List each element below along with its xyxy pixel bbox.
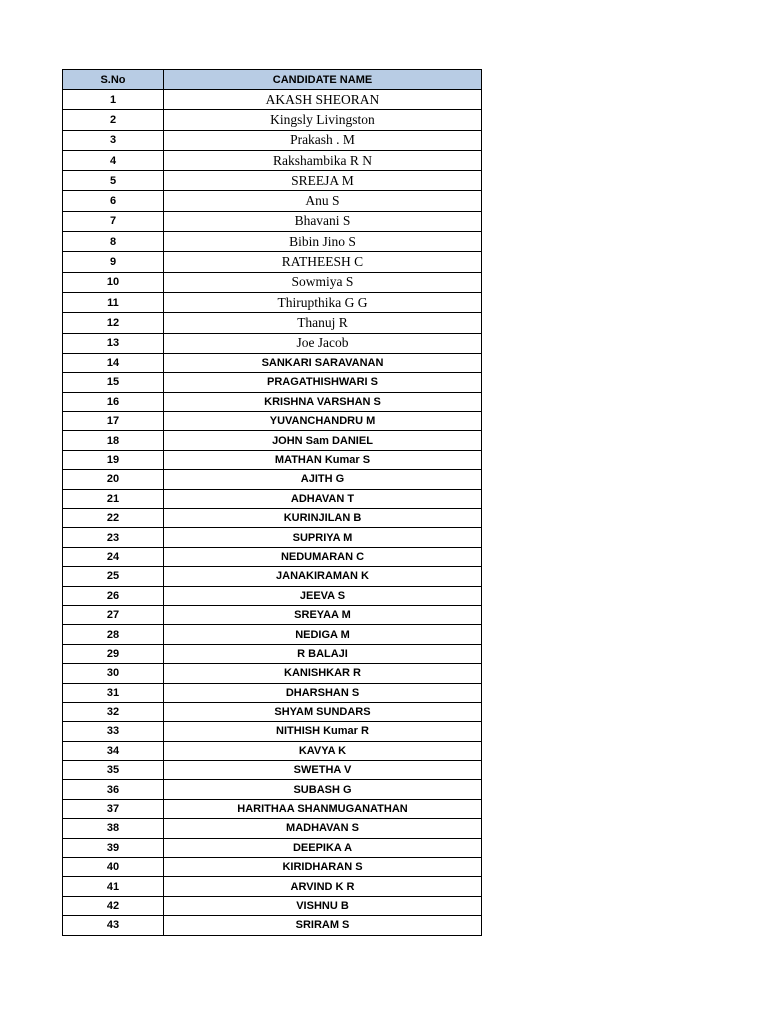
serial-number-cell: 5 xyxy=(63,171,164,191)
serial-number-cell: 43 xyxy=(63,916,164,935)
serial-number-cell: 4 xyxy=(63,150,164,170)
header-row xyxy=(63,70,482,90)
serial-number-cell: 31 xyxy=(63,683,164,702)
candidate-name-cell: VISHNU B xyxy=(164,896,482,915)
sno-column-header: S.No xyxy=(63,70,164,90)
table-row xyxy=(63,392,482,411)
serial-number-cell: 2 xyxy=(63,110,164,130)
serial-number-cell: 10 xyxy=(63,272,164,292)
candidate-name-column-header: CANDIDATE NAME xyxy=(164,70,482,90)
table-row xyxy=(63,741,482,760)
serial-number-cell: 17 xyxy=(63,412,164,431)
serial-number-cell: 16 xyxy=(63,392,164,411)
candidate-name-cell: Thanuj R xyxy=(164,313,482,333)
table-row xyxy=(63,450,482,469)
candidate-name-cell: Joe Jacob xyxy=(164,333,482,353)
candidate-name-cell: KURINJILAN B xyxy=(164,508,482,527)
candidate-name-cell: SUPRIYA M xyxy=(164,528,482,547)
candidate-name-cell: R BALAJI xyxy=(164,644,482,663)
candidate-name-cell: SRIRAM S xyxy=(164,916,482,935)
table-row xyxy=(63,489,482,508)
serial-number-cell: 27 xyxy=(63,605,164,624)
candidate-name-cell: SREYAA M xyxy=(164,605,482,624)
table-row xyxy=(63,150,482,170)
serial-number-cell: 15 xyxy=(63,373,164,392)
candidate-name-cell: NEDUMARAN C xyxy=(164,547,482,566)
table-row xyxy=(63,412,482,431)
candidate-name-cell: SUBASH G xyxy=(164,780,482,799)
table-row xyxy=(63,799,482,818)
serial-number-cell: 42 xyxy=(63,896,164,915)
candidate-name-cell: SWETHA V xyxy=(164,761,482,780)
table-row xyxy=(63,130,482,150)
candidate-name-cell: MATHAN Kumar S xyxy=(164,450,482,469)
table-row xyxy=(63,819,482,838)
table-row xyxy=(63,191,482,211)
serial-number-cell: 37 xyxy=(63,799,164,818)
candidate-name-cell: KRISHNA VARSHAN S xyxy=(164,392,482,411)
table-row xyxy=(63,313,482,333)
serial-number-cell: 28 xyxy=(63,625,164,644)
table-row xyxy=(63,90,482,110)
serial-number-cell: 1 xyxy=(63,90,164,110)
candidate-name-cell: KAVYA K xyxy=(164,741,482,760)
candidate-name-cell: NITHISH Kumar R xyxy=(164,722,482,741)
candidate-name-cell: JANAKIRAMAN K xyxy=(164,567,482,586)
table-row xyxy=(63,547,482,566)
table-row xyxy=(63,605,482,624)
table-row xyxy=(63,567,482,586)
candidate-name-cell: YUVANCHANDRU M xyxy=(164,412,482,431)
serial-number-cell: 18 xyxy=(63,431,164,450)
candidate-name-cell: HARITHAA SHANMUGANATHAN xyxy=(164,799,482,818)
serial-number-cell: 39 xyxy=(63,838,164,857)
table-row xyxy=(63,644,482,663)
candidate-name-cell: Kingsly Livingston xyxy=(164,110,482,130)
table-row xyxy=(63,877,482,896)
candidate-name-cell: Rakshambika R N xyxy=(164,150,482,170)
serial-number-cell: 24 xyxy=(63,547,164,566)
serial-number-cell: 11 xyxy=(63,292,164,312)
candidate-rows xyxy=(63,90,482,936)
table-row xyxy=(63,110,482,130)
candidate-name-cell: Thirupthika G G xyxy=(164,292,482,312)
candidate-name-cell: JOHN Sam DANIEL xyxy=(164,431,482,450)
serial-number-cell: 32 xyxy=(63,702,164,721)
table-row xyxy=(63,373,482,392)
candidate-name-cell: NEDIGA M xyxy=(164,625,482,644)
serial-number-cell: 3 xyxy=(63,130,164,150)
table-row xyxy=(63,292,482,312)
candidate-name-cell: Sowmiya S xyxy=(164,272,482,292)
serial-number-cell: 23 xyxy=(63,528,164,547)
serial-number-cell: 35 xyxy=(63,761,164,780)
candidate-name-cell: DHARSHAN S xyxy=(164,683,482,702)
serial-number-cell: 41 xyxy=(63,877,164,896)
table-row xyxy=(63,431,482,450)
table-row xyxy=(63,232,482,252)
serial-number-cell: 20 xyxy=(63,470,164,489)
candidate-name-cell: SREEJA M xyxy=(164,171,482,191)
serial-number-cell: 7 xyxy=(63,211,164,231)
candidate-name-cell: Anu S xyxy=(164,191,482,211)
table-row xyxy=(63,528,482,547)
table-row xyxy=(63,333,482,353)
serial-number-cell: 25 xyxy=(63,567,164,586)
serial-number-cell: 14 xyxy=(63,353,164,372)
serial-number-cell: 26 xyxy=(63,586,164,605)
table-row xyxy=(63,858,482,877)
table-row xyxy=(63,722,482,741)
serial-number-cell: 12 xyxy=(63,313,164,333)
table-row xyxy=(63,470,482,489)
candidate-name-cell: Prakash . M xyxy=(164,130,482,150)
table-row xyxy=(63,272,482,292)
candidate-name-cell: ARVIND K R xyxy=(164,877,482,896)
candidate-name-cell: Bibin Jino S xyxy=(164,232,482,252)
candidate-name-cell: RATHEESH C xyxy=(164,252,482,272)
serial-number-cell: 13 xyxy=(63,333,164,353)
candidate-name-cell: AJITH G xyxy=(164,470,482,489)
table-row xyxy=(63,916,482,935)
table-row xyxy=(63,586,482,605)
candidate-name-cell: SHYAM SUNDARS xyxy=(164,702,482,721)
table-row xyxy=(63,683,482,702)
candidate-name-cell: ADHAVAN T xyxy=(164,489,482,508)
table-row xyxy=(63,252,482,272)
table-row xyxy=(63,171,482,191)
serial-number-cell: 38 xyxy=(63,819,164,838)
candidate-name-cell: AKASH SHEORAN xyxy=(164,90,482,110)
candidate-name-cell: MADHAVAN S xyxy=(164,819,482,838)
serial-number-cell: 29 xyxy=(63,644,164,663)
serial-number-cell: 6 xyxy=(63,191,164,211)
serial-number-cell: 34 xyxy=(63,741,164,760)
serial-number-cell: 8 xyxy=(63,232,164,252)
table-row xyxy=(63,625,482,644)
candidate-name-cell: DEEPIKA A xyxy=(164,838,482,857)
serial-number-cell: 22 xyxy=(63,508,164,527)
candidate-name-cell: PRAGATHISHWARI S xyxy=(164,373,482,392)
table-row xyxy=(63,896,482,915)
serial-number-cell: 36 xyxy=(63,780,164,799)
table-row xyxy=(63,211,482,231)
candidate-name-cell: JEEVA S xyxy=(164,586,482,605)
candidate-name-cell: KANISHKAR R xyxy=(164,664,482,683)
candidate-name-cell: SANKARI SARAVANAN xyxy=(164,353,482,372)
serial-number-cell: 21 xyxy=(63,489,164,508)
table-row xyxy=(63,353,482,372)
table-row xyxy=(63,508,482,527)
serial-number-cell: 19 xyxy=(63,450,164,469)
table-row xyxy=(63,702,482,721)
table-row xyxy=(63,838,482,857)
candidate-name-cell: KIRIDHARAN S xyxy=(164,858,482,877)
candidate-name-cell: Bhavani S xyxy=(164,211,482,231)
table-row xyxy=(63,780,482,799)
serial-number-cell: 9 xyxy=(63,252,164,272)
serial-number-cell: 33 xyxy=(63,722,164,741)
table-row xyxy=(63,664,482,683)
serial-number-cell: 40 xyxy=(63,858,164,877)
serial-number-cell: 30 xyxy=(63,664,164,683)
table-row xyxy=(63,761,482,780)
candidate-table xyxy=(62,69,482,936)
